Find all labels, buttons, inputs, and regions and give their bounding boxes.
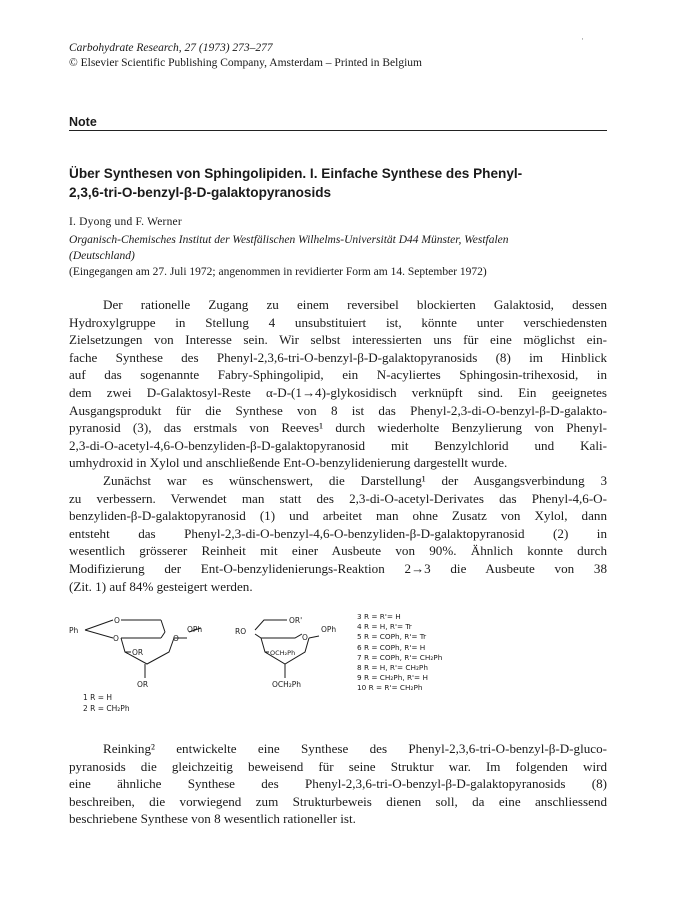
affiliation-line: Organisch-Chemisches Institut der Westfälischen Wilhelms-Universität D44 Münster, Westfalen [69, 234, 509, 246]
text-line: pyranosids die gleichzeitig beweisend für seine Struktur war. Im folgenden wird [69, 758, 607, 774]
text-line: Zunächst war es wünschenswert, die Darstellung¹ der Ausgangsverbindung 3 [103, 472, 607, 488]
affiliation [69, 233, 614, 264]
ring-label-o: O [114, 616, 120, 625]
section-label: Note [69, 115, 97, 129]
och2ph-label: OCH₂Ph [270, 649, 296, 657]
text-line: auf das sogenannte Fabry-Sphingolipid, ein N-acyliertes Sphingosin-trihexosid, in [69, 367, 607, 383]
substituent-entry: 8 R = H, R'= CH₂Ph [357, 663, 428, 673]
substituent-entry: 7 R = COPh, R'= CH₂Ph [357, 652, 443, 662]
text-line: Zielsetzungen von Interesse sein. Wir selbst interessierten uns für eine möglichst ein- [69, 332, 607, 348]
text-line: wesentlich grösserer Reinheit mit einer Ausbeute von 90%. Ähnlich konnte durch [69, 543, 607, 559]
compound-label-1: 1 R = H [83, 693, 113, 702]
substituent-entry: 5 R = COPh, R'= Tr [357, 632, 427, 642]
affiliation-line: (Deutschland) [69, 249, 135, 262]
or-label: OR [132, 648, 144, 657]
text-line: benzyliden-β-D-galaktopyranosid (1) und arbeitet man ohne Zusatz von Xylol, dann [69, 508, 607, 524]
body-paragraph-3 [69, 740, 607, 828]
section-rule [69, 130, 607, 131]
och2ph-label: OCH₂Ph [272, 680, 302, 689]
text-line: eine ähnliche Synthese des Phenyl-2,3,6-tri-O-benzyl-β-D-galaktopyranosids (8) [69, 776, 607, 792]
text-line: Reinking² entwickelte eine Synthese des Phenyl-2,3,6-tri-O-benzyl-β-D-gluco- [103, 741, 607, 756]
corner-mark: · [581, 34, 584, 44]
substituent-entry: 9 R = CH₂Ph, R'= H [357, 673, 428, 683]
text-line: Hydroxylgruppe in Stellung 4 unsubstituiert ist, könnte unter verschiedensten [69, 314, 607, 330]
substituent-entry: 6 R = COPh, R'= H [357, 642, 426, 652]
text-line: umhydroxid in Xylol und anschließende Ent-O-benzylidenierung dargestellt wurde. [69, 455, 508, 471]
substituent-entry: 4 R = H, R'= Tr [357, 622, 412, 632]
ring-label-o: O [173, 634, 179, 643]
substituent-list [357, 612, 442, 694]
or-label: OR [137, 680, 149, 689]
phenyl-label: Ph [69, 626, 79, 635]
text-line: pyranosid (3), das erstmals von Reeves¹ durch wiederholte Benzylierung von Phenyl- [69, 420, 607, 436]
journal-citation: Carbohydrate Research, 27 (1973) 273–277 [69, 42, 273, 54]
or-prime-label: OR' [289, 616, 303, 625]
text-line: dem zwei D-Galaktosyl-Reste α-D-(1→4)-glykosidisch verknüpft sind. Ein geeignetes [69, 384, 607, 400]
text-line: entsteht das Phenyl-2,3-di-O-benzyl-4,6-O-benzyliden-β-D-galaktopyranosid (2) in [69, 525, 607, 541]
text-line: fache Synthese des Phenyl-2,3,6-tri-O-benzyl-β-D-galaktopyranosids (8) im Hinblick [69, 349, 607, 365]
text-line: Der rationelle Zugang zu einem reversibel blockierten Galaktosid, dessen [103, 297, 607, 312]
structure-figure [69, 612, 629, 722]
ring-label-o: O [113, 634, 119, 643]
text-line: (Zit. 1) auf 84% gesteigert werden. [69, 578, 253, 594]
publisher-line: © Elsevier Scientific Publishing Company, Amsterdam – Printed in Belgium [69, 57, 422, 69]
text-line: 2,3-di-O-acetyl-4,6-O-benzyliden-β-D-galaktopyranosid mit Benzylchlorid und Kali- [69, 437, 607, 453]
ro-label: RO [235, 627, 247, 636]
substituent-entry: 3 R = R'= H [357, 612, 401, 621]
text-line: zu verbessern. Verwendet man statt des 2,3-di-O-acetyl-Derivates das Phenyl-4,6-O- [69, 490, 607, 506]
substituent-entry: 10 R = R'= CH₂Ph [357, 683, 423, 693]
structure-drawings [69, 612, 629, 722]
title-line: Über Synthesen von Sphingolipiden. I. Einfache Synthese des Phenyl- [69, 166, 523, 181]
text-line: beschriebene Synthese von 8 wesentlich rationeller ist. [69, 811, 356, 827]
text-line: Ausgangsprodukt für die Synthese von 8 ist das Phenyl-2,3-di-O-benzyl-β-D-galakto- [69, 402, 607, 418]
title-line: 2,3,6-tri-O-benzyl-β-D-galaktopyranosids [69, 184, 332, 200]
text-line: beschreiben, die vorwiegend zum Strukturbeweis dienen soll, da eine anschliessend [69, 793, 607, 809]
body-paragraphs-1-2 [69, 296, 607, 595]
authors: I. Dyong und F. Werner [69, 216, 182, 228]
oph-label: OPh [187, 625, 203, 634]
oph-label: OPh [321, 625, 337, 634]
received-dates: (Eingegangen am 27. Juli 1972; angenommen in revidierter Form am 14. September 1972) [69, 266, 487, 278]
journal-header [69, 41, 422, 71]
ring-label-o: O [302, 633, 308, 642]
article-title [69, 165, 614, 202]
text-line: Modifizierung der Ent-O-benzylidenierungs-Reaktion 2→3 die Ausbeute von 38 [69, 560, 607, 576]
compound-label-2: 2 R = CH₂Ph [83, 704, 130, 713]
